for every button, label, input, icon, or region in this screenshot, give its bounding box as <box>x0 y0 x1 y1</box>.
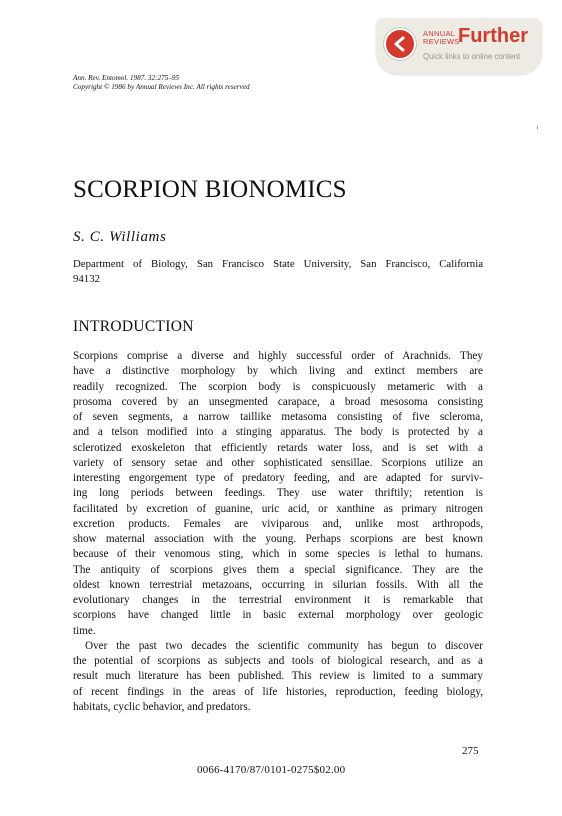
body-line: of recent findings in the areas of life histories, reproduction, feeding biology, <box>73 685 483 698</box>
body-line: scorpions have changed little in basic external morphology over geologic <box>73 609 483 622</box>
journal-header <box>73 74 250 92</box>
further-banner[interactable] <box>376 18 542 74</box>
body-line: prosoma covered by an unsegmented carapace, a broad mesosoma consisting <box>73 395 483 408</box>
body-line: variety of sensory setae and other sophisticated sensillae. Scorpions utilize an <box>73 456 483 469</box>
affiliation-zip: 94132 <box>73 273 100 285</box>
body-line: the potential of scorpions as subjects and tools of biological research, and as a <box>73 655 483 667</box>
reviews-word: REVIEWS <box>423 37 460 46</box>
price-code: 0066-4170/87/0101-0275$02.00 <box>197 764 346 776</box>
body-line: of seven segments, a narrow taillike metasoma consisting of five scleroma, <box>73 411 483 423</box>
body-line: ing long periods between feedings. They use water thriftily; retention is <box>73 487 483 500</box>
body-line: readily recognized. The scorpion body is conspicuously metameric with a <box>73 380 483 393</box>
journal-copyright: Copyright © 1986 by Annual Reviews Inc. All rights reserved <box>73 83 250 91</box>
body-line: The antiquity of scorpions gives them a special significance. They are the <box>73 563 483 576</box>
body-line: oldest known terrestrial metazoans, occurring in silurian fossils. With all the <box>73 578 483 591</box>
author-name: S. C. Williams <box>73 229 167 245</box>
further-tagline[interactable]: Quick links to online content <box>423 52 521 61</box>
play-arrow-icon-graphic <box>386 30 414 58</box>
body-line: Over the past two decades the scientific community has begun to discover <box>85 639 483 652</box>
body-line: have a distinctive morphology by which living and extinct members are <box>73 365 483 378</box>
affiliation-line: Department of Biology, San Francisco State University, San Francisco, California <box>73 258 483 270</box>
body-line: because of their venomous sting, which in some species is lethal to humans. <box>73 548 483 561</box>
body-line: Scorpions comprise a diverse and highly successful order of Arachnids. They <box>73 350 483 362</box>
body-line: habitats, cyclic behavior, and predators. <box>73 700 251 713</box>
section-heading-introduction: INTRODUCTION <box>73 318 194 335</box>
article-title: SCORPION BIONOMICS <box>73 176 347 203</box>
body-line: result much literature has been published. This review is limited to a summary <box>73 670 483 683</box>
page-number: 275 <box>462 745 479 757</box>
journal-citation: Ann. Rev. Entomol. 1987. 32:275–95 <box>73 74 180 82</box>
body-line: facilitated by excretion of guanine, uric acid, or xanthine as primary nitrogen <box>73 502 483 515</box>
introduction-body <box>73 349 483 715</box>
scan-mark <box>537 126 538 129</box>
further-word: Further <box>458 25 528 47</box>
body-line: show maternal association with the young. Perhaps scorpions are best known <box>73 533 483 545</box>
body-line: time. <box>73 624 96 637</box>
annual-word: ANNUAL <box>423 29 456 38</box>
body-line: interesting engorgement type of predatory feeding, and are adapted for surviv- <box>73 472 483 484</box>
body-line: evolutionary changes in the terrestrial environment it is remarkable that <box>73 594 483 606</box>
play-arrow-icon[interactable] <box>384 28 416 60</box>
annual-reviews-logo-text <box>423 30 460 46</box>
body-line: and a telson modified into a stinging apparatus. The body is protected by a <box>73 426 483 439</box>
body-line: excretion products. Females are viviparous and, unlike most arthropods, <box>73 517 483 530</box>
author-affiliation <box>73 257 483 287</box>
body-line: sclerotized exoskeleton that efficiently retards water loss, and is set with a <box>73 441 483 454</box>
